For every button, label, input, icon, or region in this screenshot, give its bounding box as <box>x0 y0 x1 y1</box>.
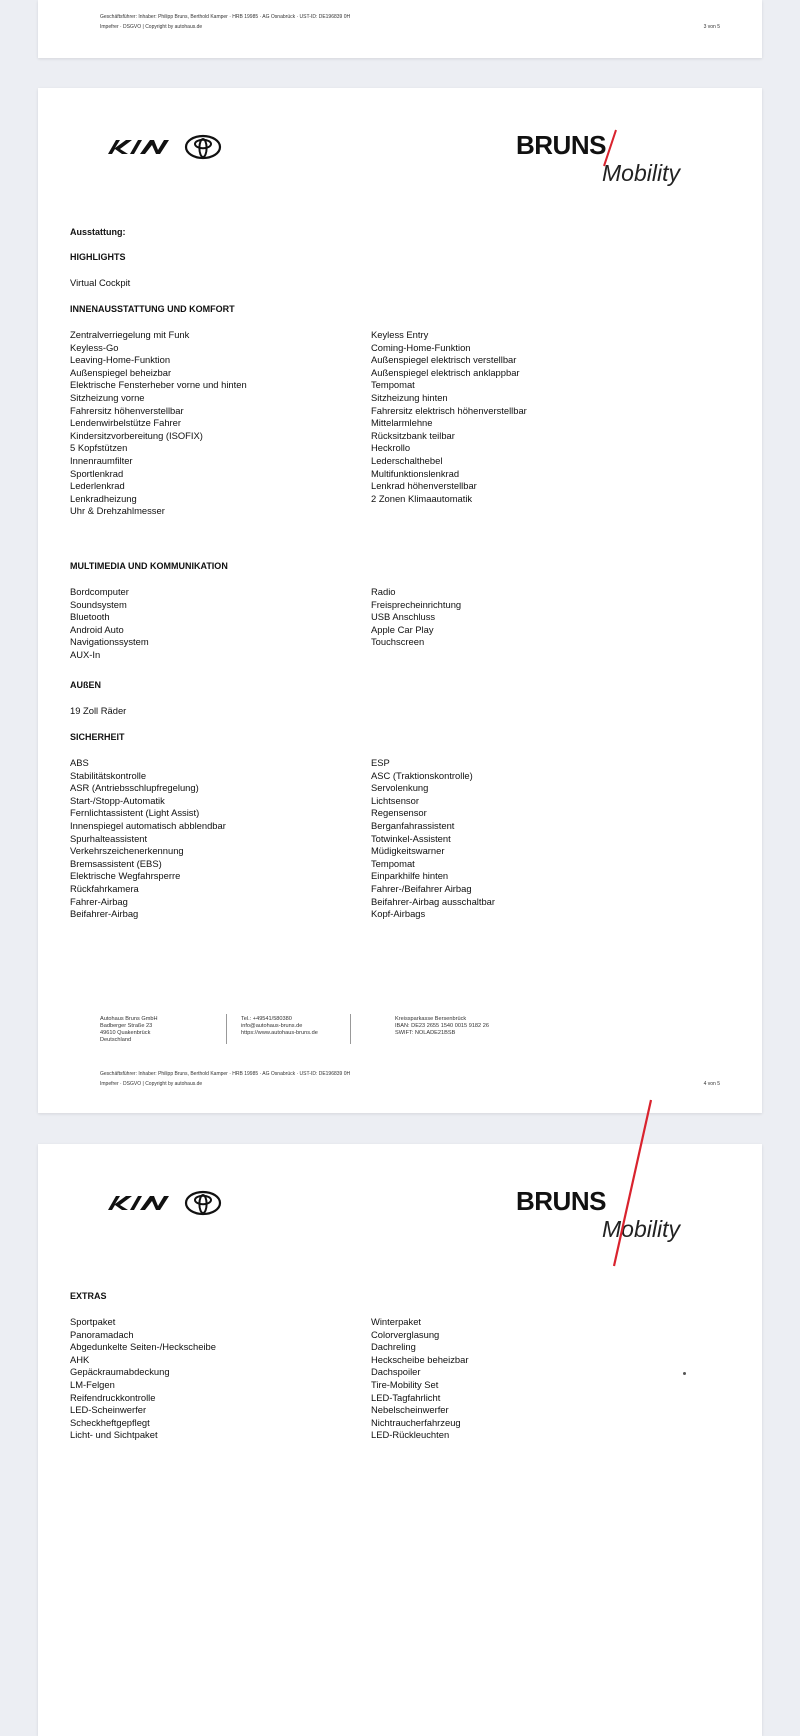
list-item: Mittelarmlehne <box>371 417 433 429</box>
section-title-highlights: HIGHLIGHTS <box>70 252 126 262</box>
footer-text: Autohaus Bruns GmbH <box>100 1016 158 1022</box>
list-item: ABS <box>70 757 89 768</box>
footer-text: SWIFT: NOLADE21BSB <box>395 1030 456 1036</box>
list-item: Leaving-Home-Funktion <box>70 354 171 366</box>
list-item: Außenspiegel beheizbar <box>70 366 172 378</box>
brand-sub-word: Mobility <box>602 160 680 186</box>
section-title-innen: INNENAUSSTATTUNG UND KOMFORT <box>70 304 235 314</box>
list-item: Lenkrad höhenverstellbar <box>371 480 477 492</box>
document-page-extras <box>38 1144 762 1736</box>
list-item: Dachspoiler <box>371 1366 421 1378</box>
footer-legal-line: Geschäftsführer: Inhaber: Philipp Bruns, Berthold Kamper · HRB 19985 · AG Osnabrück · UST-ID: DE196839 0H <box>100 1071 351 1077</box>
footer-text: 49610 Quakenbrück <box>100 1030 151 1036</box>
multimedia-list-right <box>371 586 661 649</box>
kia-logo-icon <box>106 1192 176 1214</box>
footer-imprint-line: Impefrer · DSGVO | Copyright by autohaus.de <box>100 1081 203 1087</box>
footer-text: Deutschland <box>100 1037 132 1043</box>
list-item: Heckscheibe beheizbar <box>371 1353 469 1365</box>
list-item: Stabilitätskontrolle <box>70 769 147 781</box>
list-item: Rückfahrkamera <box>70 882 139 894</box>
list-item: Nichtraucherfahrzeug <box>371 1416 461 1428</box>
extras-list-right <box>371 1316 661 1442</box>
list-item: Gepäckraumabdeckung <box>70 1366 170 1378</box>
extras-list-left <box>70 1316 360 1442</box>
list-item: Tempomat <box>371 379 415 391</box>
list-item: LED-Tagfahrlicht <box>371 1391 441 1403</box>
list-item: Fahrersitz höhenverstellbar <box>70 404 184 416</box>
footer-text: https://www.autohaus-bruns.de <box>241 1030 318 1036</box>
list-item: Keyless-Go <box>70 341 119 353</box>
sicherheit-list-right <box>371 757 661 921</box>
equipment-label: Ausstattung: <box>70 227 126 237</box>
list-item: Lederlenkrad <box>70 480 125 492</box>
innen-list-right <box>371 329 661 505</box>
page-number: 3 von 5 <box>703 24 720 30</box>
section-title-aussen: AUßEN <box>70 680 101 690</box>
list-item: ESP <box>371 757 390 768</box>
list-item: Panoramadach <box>70 1328 134 1340</box>
list-item: Dachreling <box>371 1341 416 1353</box>
list-item: Außenspiegel elektrisch verstellbar <box>371 354 517 366</box>
list-item: Nebelscheinwerfer <box>371 1404 449 1416</box>
extras-content <box>70 1290 730 1450</box>
list-item: Kopf-Airbags <box>371 908 426 920</box>
list-item: LED-Scheinwerfer <box>70 1404 147 1416</box>
footer-text: info@autohaus-bruns.de <box>241 1023 303 1029</box>
list-item: Lederschalthebel <box>371 454 443 466</box>
list-item: Verkehrszeichenerkennung <box>70 845 184 857</box>
footer-contact <box>241 1016 318 1037</box>
list-item: Elektrische Wegfahrsperre <box>70 870 181 882</box>
list-item: Keyless Entry <box>371 329 429 340</box>
footer-text: Badberger Straße 23 <box>100 1023 153 1029</box>
list-item: Android Auto <box>70 623 124 635</box>
footer-imprint-line: Impefrer · DSGVO | Copyright by autohaus.de <box>100 24 203 30</box>
bruns-slash-icon <box>612 1098 652 1268</box>
brand-word: BRUNS <box>516 130 606 160</box>
section-title-extras: EXTRAS <box>70 1291 107 1301</box>
list-item: Lendenwirbelstütze Fahrer <box>70 417 181 429</box>
speck-mark <box>683 1372 686 1375</box>
list-item: Coming-Home-Funktion <box>371 341 471 353</box>
list-item: Fahrer-Airbag <box>70 895 128 907</box>
list-item: ASC (Traktionskontrolle) <box>371 769 473 781</box>
list-item: Lichtsensor <box>371 794 419 806</box>
list-item: Heckrollo <box>371 442 411 454</box>
footer-text: Kreissparkasse Bersenbrück <box>395 1016 467 1022</box>
list-item: Sitzheizung vorne <box>70 391 145 403</box>
document-page-equipment <box>38 88 762 1113</box>
list-item: Fernlichtassistent (Light Assist) <box>70 807 200 819</box>
equipment-content <box>70 226 730 986</box>
list-item: AUX-In <box>70 648 101 660</box>
list-item: Scheckheftgepflegt <box>70 1416 150 1428</box>
list-item: Radio <box>371 586 396 597</box>
footer-bank <box>395 1016 489 1037</box>
bruns-mobility-logo <box>516 1186 706 1250</box>
list-item: Freisprecheinrichtung <box>371 598 462 610</box>
section-title-sicherheit: SICHERHEIT <box>70 732 125 742</box>
list-item: Touchscreen <box>371 636 425 648</box>
list-item: 5 Kopfstützen <box>70 442 128 454</box>
list-item: Colorverglasung <box>371 1328 440 1340</box>
list-item: Innenraumfilter <box>70 454 133 466</box>
list-item: LM-Felgen <box>70 1378 115 1390</box>
brand-sub-word: Mobility <box>602 1216 680 1242</box>
list-item: LED-Rückleuchten <box>371 1429 450 1441</box>
list-item: Totwinkel-Assistent <box>371 832 451 844</box>
list-item: Virtual Cockpit <box>70 277 131 288</box>
list-item: Abgedunkelte Seiten-/Heckscheibe <box>70 1341 216 1353</box>
list-item: Außenspiegel elektrisch anklappbar <box>371 366 520 378</box>
document-page-previous <box>38 0 762 58</box>
innen-list-left <box>70 329 360 518</box>
footer-address <box>100 1016 158 1044</box>
list-item: Apple Car Play <box>371 623 434 635</box>
list-item: ASR (Antriebsschlupfregelung) <box>70 782 199 794</box>
list-item: Zentralverriegelung mit Funk <box>70 329 190 340</box>
highlights-list <box>70 277 360 290</box>
list-item: 19 Zoll Räder <box>70 705 127 716</box>
list-item: Berganfahrassistent <box>371 819 455 831</box>
multimedia-list-left <box>70 586 360 662</box>
list-item: USB Anschluss <box>371 611 436 623</box>
toyota-logo-icon <box>184 134 222 160</box>
list-item: Servolenkung <box>371 782 429 794</box>
list-item: Sitzheizung hinten <box>371 391 448 403</box>
list-item: Start-/Stopp-Automatik <box>70 794 165 806</box>
list-item: Bluetooth <box>70 611 110 623</box>
list-item: Bordcomputer <box>70 586 129 597</box>
section-title-multimedia: MULTIMEDIA UND KOMMUNIKATION <box>70 561 228 571</box>
list-item: Winterpaket <box>371 1316 422 1327</box>
list-item: 2 Zonen Klimaautomatik <box>371 492 473 504</box>
aussen-list <box>70 705 360 718</box>
list-item: Multifunktionslenkrad <box>371 467 460 479</box>
list-item: Rücksitzbank teilbar <box>371 429 455 441</box>
kia-logo-icon <box>106 136 176 158</box>
list-item: Kindersitzvorbereitung (ISOFIX) <box>70 429 203 441</box>
list-item: Reifendruckkontrolle <box>70 1391 156 1403</box>
list-item: Innenspiegel automatisch abblendbar <box>70 819 226 831</box>
list-item: Licht- und Sichtpaket <box>70 1429 158 1441</box>
list-item: Fahrersitz elektrisch höhenverstellbar <box>371 404 527 416</box>
list-item: Bremsassistent (EBS) <box>70 857 162 869</box>
footer-divider <box>226 1014 227 1044</box>
list-item: Tire-Mobility Set <box>371 1378 439 1390</box>
bruns-mobility-logo <box>516 130 706 194</box>
list-item: Tempomat <box>371 857 415 869</box>
list-item: Fahrer-/Beifahrer Airbag <box>371 882 472 894</box>
footer-text: IBAN: DE23 2655 1540 0015 9182 26 <box>395 1023 489 1029</box>
list-item: Uhr & Drehzahlmesser <box>70 505 165 517</box>
list-item: Müdigkeitswarner <box>371 845 445 857</box>
toyota-logo-icon <box>184 1190 222 1216</box>
sicherheit-list-left <box>70 757 360 921</box>
list-item: Spurhalteassistent <box>70 832 148 844</box>
list-item: Sportpaket <box>70 1316 116 1327</box>
page-number: 4 von 5 <box>703 1081 720 1087</box>
list-item: Soundsystem <box>70 598 127 610</box>
footer-divider <box>350 1014 351 1044</box>
list-item: Regensensor <box>371 807 427 819</box>
list-item: Beifahrer-Airbag ausschaltbar <box>371 895 496 907</box>
footer-legal-line: Geschäftsführer: Inhaber: Philipp Bruns, Berthold Kamper · HRB 19985 · AG Osnabrück · UST-ID: DE196839 0H <box>100 14 351 20</box>
list-item: Beifahrer-Airbag <box>70 908 139 920</box>
list-item: Lenkradheizung <box>70 492 137 504</box>
footer-text: Tel.: +49541/580380 <box>241 1016 292 1022</box>
brand-word: BRUNS <box>516 1186 606 1216</box>
list-item: Sportlenkrad <box>70 467 124 479</box>
list-item: AHK <box>70 1353 90 1365</box>
list-item: Navigationssystem <box>70 636 149 648</box>
list-item: Elektrische Fensterheber vorne und hinten <box>70 379 247 391</box>
list-item: Einparkhilfe hinten <box>371 870 449 882</box>
